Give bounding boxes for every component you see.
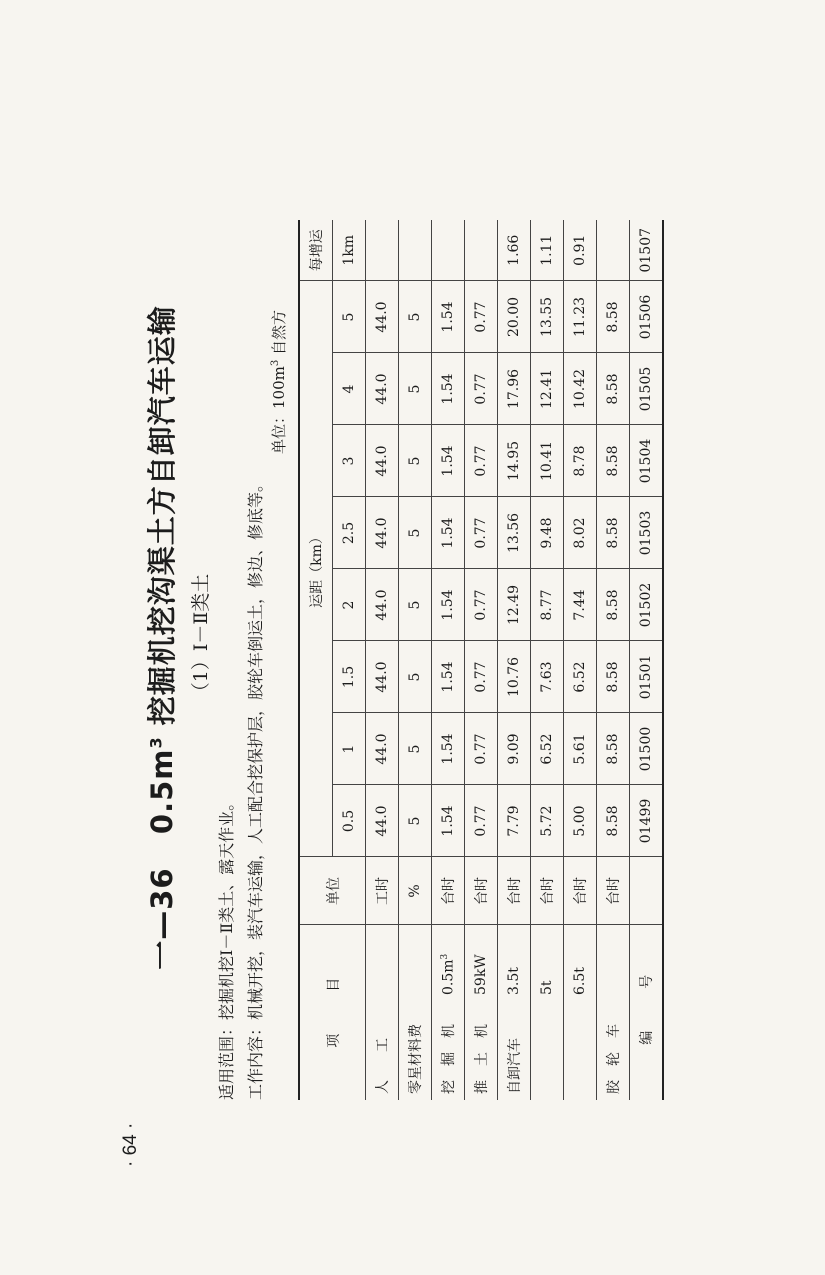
value-cell: 5: [399, 353, 432, 425]
value-cell: 1.54: [432, 497, 465, 569]
row-group: 挖 掘 机: [432, 995, 465, 1100]
distance-header: 2.5: [333, 497, 366, 569]
value-cell: 8.78: [564, 425, 597, 497]
code-cell: 01501: [630, 641, 664, 713]
distance-header: 0.5: [333, 785, 366, 857]
value-cell: 0.77: [465, 713, 498, 785]
row-spec-text: 0.5m: [440, 959, 457, 995]
value-cell: 5.72: [531, 785, 564, 857]
value-cell: 1.54: [432, 785, 465, 857]
value-cell: 7.79: [498, 785, 531, 857]
value-cell: 0.77: [465, 281, 498, 353]
value-cell: 7.44: [564, 569, 597, 641]
row-spec: [498, 925, 531, 995]
row-group: 自卸汽车: [498, 995, 531, 1100]
code-cell: 01500: [630, 713, 664, 785]
value-cell: 0.77: [465, 641, 498, 713]
distance-header: 2: [333, 569, 366, 641]
value-cell: 8.58: [597, 281, 630, 353]
value-cell: 5: [399, 785, 432, 857]
value-cell: 0.77: [465, 785, 498, 857]
subtitle: （1）Ⅰ－Ⅱ类土: [190, 573, 212, 702]
page-number: · 64 ·: [120, 1122, 141, 1167]
title-rest: 挖掘机挖沟渠土方自卸汽车运输: [145, 305, 179, 726]
code-cell: 01499: [630, 785, 664, 857]
value-cell: 1.54: [432, 569, 465, 641]
extra-cell: [399, 220, 432, 281]
code-blank: [630, 857, 664, 925]
code-cell: 01502: [630, 569, 664, 641]
row-unit: 台时: [465, 857, 498, 925]
value-cell: 8.77: [531, 569, 564, 641]
table-row: [465, 220, 498, 1100]
value-cell: 8.58: [597, 785, 630, 857]
header-unit: 单位: [299, 857, 366, 925]
value-cell: 8.58: [597, 425, 630, 497]
row-unit: 台时: [498, 857, 531, 925]
value-cell: 8.58: [597, 353, 630, 425]
value-cell: 14.95: [498, 425, 531, 497]
value-cell: 5: [399, 281, 432, 353]
value-cell: 0.77: [465, 353, 498, 425]
row-group: 人 工: [366, 995, 399, 1100]
value-cell: 8.58: [597, 497, 630, 569]
value-cell: 0.77: [465, 425, 498, 497]
value-cell: 13.55: [531, 281, 564, 353]
value-cell: 13.56: [498, 497, 531, 569]
extra-cell: [597, 220, 630, 281]
table-row: [597, 220, 630, 1100]
row-unit: 台时: [432, 857, 465, 925]
value-cell: 0.77: [465, 569, 498, 641]
value-cell: 5.00: [564, 785, 597, 857]
row-unit: 台时: [531, 857, 564, 925]
title-sup: 3: [146, 736, 166, 749]
extra-cell: [432, 220, 465, 281]
header-extra-bottom: 1km: [333, 220, 366, 281]
row-spec: [564, 925, 597, 995]
row-group: 零星材料费: [399, 995, 432, 1100]
code-cell: 01505: [630, 353, 664, 425]
row-group: [531, 995, 564, 1100]
table-row: [399, 220, 432, 1100]
header-distance: 运距（km）: [299, 281, 333, 857]
row-spec: [531, 925, 564, 995]
value-cell: 44.0: [366, 497, 399, 569]
code-cell: 01504: [630, 425, 664, 497]
row-group: 推 土 机: [465, 995, 498, 1100]
value-cell: 44.0: [366, 281, 399, 353]
value-cell: 9.09: [498, 713, 531, 785]
distance-header: 5: [333, 281, 366, 353]
value-cell: 6.52: [564, 641, 597, 713]
value-cell: 44.0: [366, 641, 399, 713]
extra-cell: 1.66: [498, 220, 531, 281]
row-spec: [366, 925, 399, 995]
value-cell: 8.58: [597, 713, 630, 785]
value-cell: 20.00: [498, 281, 531, 353]
title-main: 0.5m: [145, 748, 179, 835]
page-title: [140, 0, 181, 1275]
row-unit: 工时: [366, 857, 399, 925]
value-cell: 5.61: [564, 713, 597, 785]
row-spec-text: 5t: [539, 980, 555, 995]
value-cell: 8.02: [564, 497, 597, 569]
row-spec: [399, 925, 432, 995]
value-cell: 1.54: [432, 713, 465, 785]
row-spec-text: 3.5t: [506, 967, 522, 995]
row-spec-sup: 3: [439, 953, 450, 960]
row-spec: [432, 925, 465, 995]
value-cell: 1.54: [432, 425, 465, 497]
value-cell: 5: [399, 497, 432, 569]
header-extra-top: 每增运: [299, 220, 333, 281]
value-cell: 10.42: [564, 353, 597, 425]
title-prefix: 一—36: [145, 867, 179, 970]
row-unit: 台时: [597, 857, 630, 925]
table-row: [531, 220, 564, 1100]
row-group: [564, 995, 597, 1100]
work-content-text: 工作内容：机械开挖，装汽车运输，人工配合挖保护层，胶轮车倒运土，修边、修底等。: [246, 475, 265, 1100]
header-item: 项 目: [299, 925, 366, 1100]
value-cell: 1.54: [432, 353, 465, 425]
table-row: [498, 220, 531, 1100]
row-group: 胶 轮 车: [597, 995, 630, 1100]
value-cell: 1.54: [432, 281, 465, 353]
value-cell: 8.58: [597, 569, 630, 641]
row-spec: [597, 925, 630, 995]
value-cell: 10.41: [531, 425, 564, 497]
value-cell: 17.96: [498, 353, 531, 425]
value-cell: 12.41: [531, 353, 564, 425]
value-cell: 5: [399, 425, 432, 497]
row-unit: 台时: [564, 857, 597, 925]
value-cell: 44.0: [366, 713, 399, 785]
extra-cell: 1.11: [531, 220, 564, 281]
distance-header: 4: [333, 353, 366, 425]
value-cell: 1.54: [432, 641, 465, 713]
table-row: [366, 220, 399, 1100]
value-cell: 7.63: [531, 641, 564, 713]
value-cell: 5: [399, 713, 432, 785]
value-cell: 5: [399, 641, 432, 713]
code-cell: 01503: [630, 497, 664, 569]
distance-header: 1: [333, 713, 366, 785]
row-unit: %: [399, 857, 432, 925]
scope-text: 适用范围：挖掘机挖Ⅰ－Ⅱ类土、露天作业。: [217, 794, 236, 1100]
value-cell: 0.77: [465, 497, 498, 569]
value-cell: 44.0: [366, 353, 399, 425]
unit-note: 单位：$100m^3$ 自然方: [270, 310, 288, 455]
code-cell: 01506: [630, 281, 664, 353]
value-cell: 44.0: [366, 785, 399, 857]
value-cell: 6.52: [531, 713, 564, 785]
value-cell: 11.23: [564, 281, 597, 353]
value-cell: 44.0: [366, 569, 399, 641]
value-cell: 9.48: [531, 497, 564, 569]
extra-cell: 0.91: [564, 220, 597, 281]
code-cell: 01507: [630, 220, 664, 281]
distance-header: 1.5: [333, 641, 366, 713]
value-cell: 12.49: [498, 569, 531, 641]
row-spec-text: 59kW: [473, 954, 489, 995]
distance-header: 3: [333, 425, 366, 497]
row-spec-text: 6.5t: [572, 967, 588, 995]
value-cell: 8.58: [597, 641, 630, 713]
extra-cell: [366, 220, 399, 281]
value-cell: 44.0: [366, 425, 399, 497]
value-cell: 10.76: [498, 641, 531, 713]
row-spec: [465, 925, 498, 995]
value-cell: 5: [399, 569, 432, 641]
extra-cell: [465, 220, 498, 281]
quota-table: [298, 220, 664, 1100]
table-row: [564, 220, 597, 1100]
table-row: [432, 220, 465, 1100]
code-label: 编 号: [630, 925, 664, 1100]
